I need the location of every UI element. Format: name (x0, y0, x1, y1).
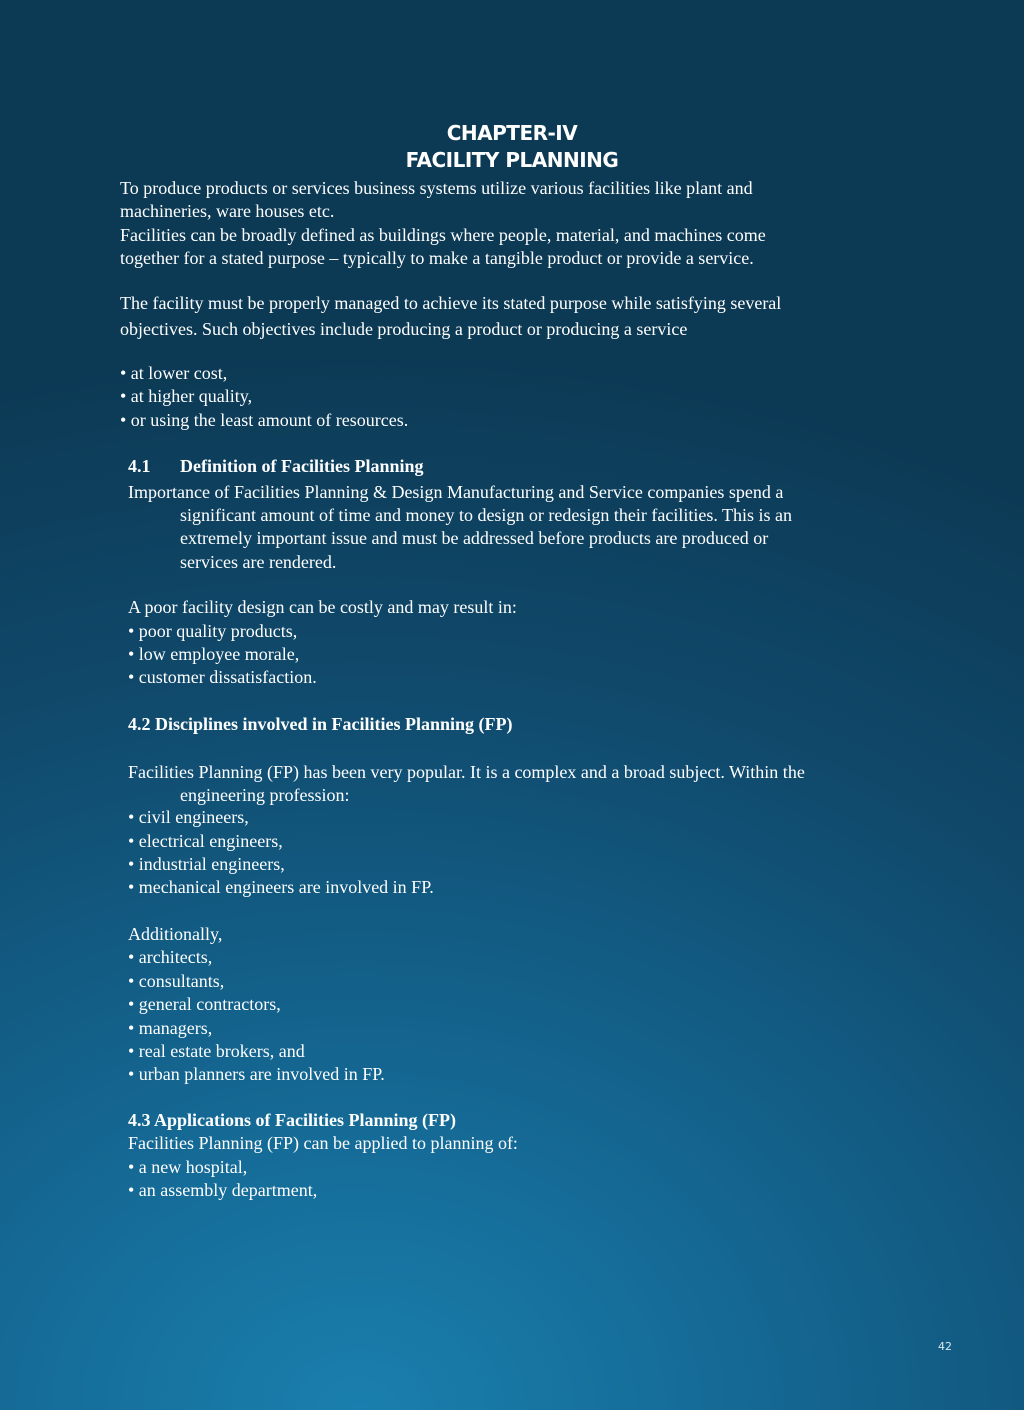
additionally-label: Additionally, (128, 924, 223, 944)
engineer-bullet: • mechanical engineers are involved in FP. (128, 877, 434, 897)
intro-line: Facilities can be broadly defined as buildings where people, material, and machines come (120, 225, 766, 245)
section-4-1-line: significant amount of time and money to design or redesign their facilities. This is an (180, 505, 793, 525)
intro-line: together for a stated purpose – typically to make a tangible product or provide a service. (120, 248, 754, 268)
section-4-2-line: Facilities Planning (FP) has been very popular. It is a complex and a broad subject. Within the (128, 762, 805, 782)
engineer-bullet: • industrial engineers, (128, 854, 285, 874)
other-discipline-bullet: • real estate brokers, and (128, 1041, 305, 1061)
other-discipline-bullet: • consultants, (128, 971, 225, 991)
other-discipline-bullet: • architects, (128, 947, 213, 967)
other-discipline-bullet: • managers, (128, 1018, 213, 1038)
application-bullet: • a new hospital, (128, 1157, 248, 1177)
objectives-line: objectives. Such objectives include producing a product or producing a service (120, 319, 688, 339)
other-discipline-bullet: • general contractors, (128, 994, 281, 1014)
intro-line: To produce products or services business systems utilize various facilities like plant and (120, 178, 753, 198)
page-number: 42 (938, 1340, 952, 1353)
engineer-bullet: • civil engineers, (128, 807, 249, 827)
poor-design-intro: A poor facility design can be costly and may result in: (128, 597, 517, 617)
objective-bullet: • at lower cost, (120, 363, 228, 383)
section-4-1-line: Importance of Facilities Planning & Design Manufacturing and Service companies spend a (128, 482, 784, 502)
section-4-3-line: Facilities Planning (FP) can be applied to planning of: (128, 1133, 518, 1153)
poor-design-bullet: • customer dissatisfaction. (128, 667, 317, 687)
objectives-line: The facility must be properly managed to achieve its stated purpose while satisfying several (120, 293, 782, 313)
objective-bullet: • or using the least amount of resources. (120, 410, 409, 430)
section-4-2-title: 4.2 Disciplines involved in Facilities Planning (FP) (128, 714, 513, 734)
section-4-1-title: Definition of Facilities Planning (180, 456, 424, 476)
chapter-label: CHAPTER-IV (446, 121, 578, 145)
poor-design-bullet: • poor quality products, (128, 621, 298, 641)
section-4-1-line: extremely important issue and must be addressed before products are produced or (180, 528, 769, 548)
intro-line: machineries, ware houses etc. (120, 201, 335, 221)
section-4-3-title: 4.3 Applications of Facilities Planning (FP) (128, 1110, 457, 1130)
other-discipline-bullet: • urban planners are involved in FP. (128, 1064, 385, 1084)
objective-bullet: • at higher quality, (120, 386, 253, 406)
section-4-1-number: 4.1 (128, 456, 151, 476)
poor-design-bullet: • low employee morale, (128, 644, 300, 664)
section-4-1-line: services are rendered. (180, 552, 337, 572)
chapter-title: FACILITY PLANNING (405, 148, 619, 172)
application-bullet: • an assembly department, (128, 1180, 318, 1200)
engineer-bullet: • electrical engineers, (128, 831, 283, 851)
section-4-2-line: engineering profession: (180, 785, 350, 805)
